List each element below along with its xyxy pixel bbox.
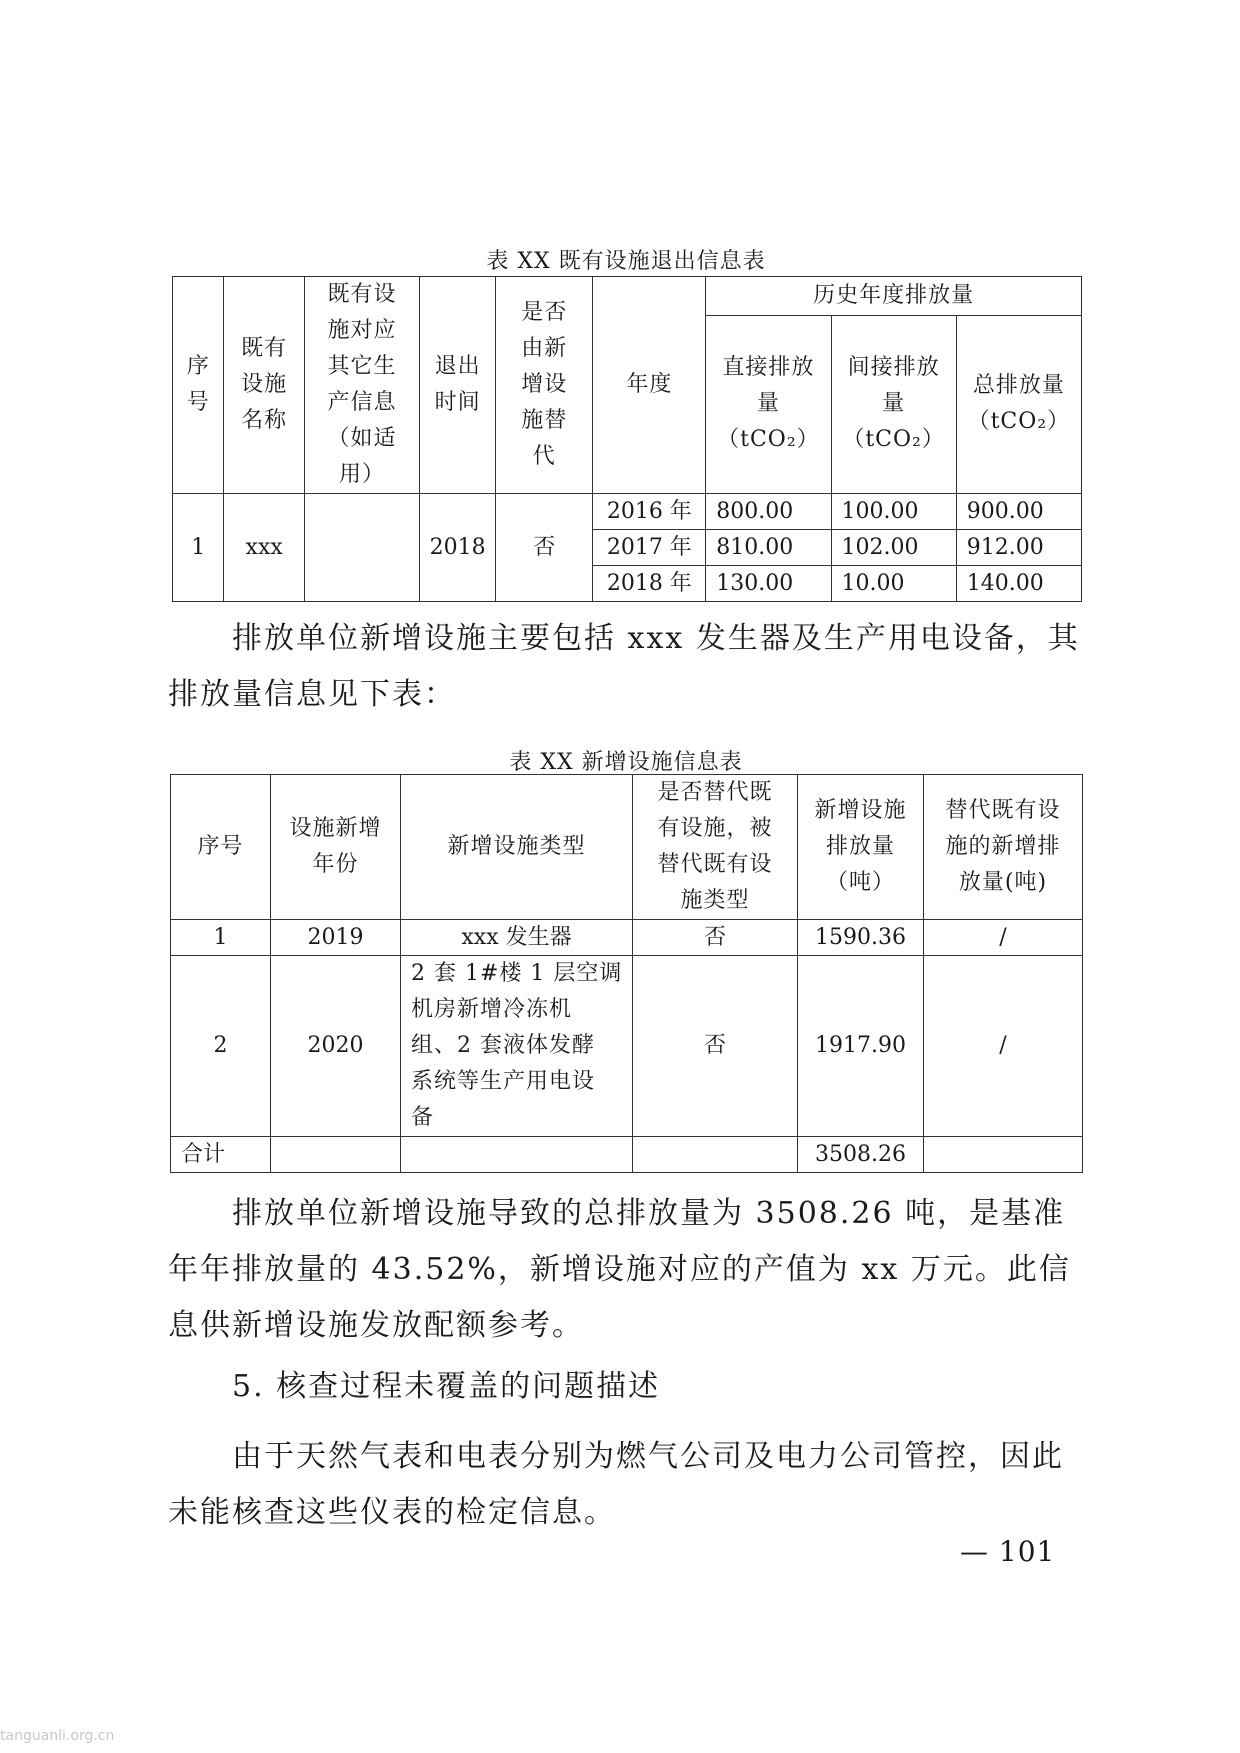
cell-total: 912.00 [956,530,1081,566]
paragraph-total-emission: 排放单位新增设施导致的总排放量为 3508.26 吨，是基准年年排放量的 43.52%，新增设施对应的产值为 xx 万元。此信息供新增设施发放配额参考。 [168,1196,1071,1343]
section-heading-5: 5. 核查过程未覆盖的问题描述 [232,1369,661,1404]
watermark: tanguanli.org.cn [0,1728,115,1744]
cell-exit-time: 2018 [420,494,496,602]
header-indirect: 间接排放 量 （tCO₂） [831,315,956,493]
cell-direct: 810.00 [706,530,831,566]
cell-facility-name: xxx [224,494,305,602]
cell-indirect: 102.00 [831,530,956,566]
cell-total-label: 合计 [171,1137,271,1173]
cell-year: 2020 [271,956,401,1137]
header-replace-emission: 替代既有设 施的新增排 放量(吨) [924,775,1083,920]
table-total-row [171,1137,1083,1173]
table1-caption: 表 XX 既有设施退出信息表 [486,249,766,274]
cell-year: 2016 年 [593,494,706,530]
cell-replaced: 否 [496,494,593,602]
cell-empty [633,1137,798,1173]
cell-emission: 1917.90 [798,956,924,1137]
cell-indirect: 10.00 [831,566,956,602]
header-total: 总排放量 （tCO₂） [956,315,1081,493]
header-facility-name: 既有 设施 名称 [224,277,305,494]
cell-total-emission: 3508.26 [798,1137,924,1173]
table-row [171,920,1083,956]
header-direct: 直接排放 量 （tCO₂） [706,315,831,493]
table-row [171,956,1083,1137]
cell-direct: 800.00 [706,494,831,530]
table-header-row [171,775,1083,920]
cell-seq: 2 [171,956,271,1137]
cell-year: 2017 年 [593,530,706,566]
table2-caption: 表 XX 新增设施信息表 [509,750,743,775]
cell-indirect: 100.00 [831,494,956,530]
cell-replace-emission: / [924,920,1083,956]
header-other-info: 既有设 施对应 其它生 产信息 （如适 用） [304,277,419,494]
cell-year: 2018 年 [593,566,706,602]
new-facility-table [170,774,1083,1173]
cell-direct: 130.00 [706,566,831,602]
cell-replace: 否 [633,956,798,1137]
cell-seq: 1 [173,494,224,602]
header-new-emission: 新增设施 排放量 （吨） [798,775,924,920]
header-seq: 序 号 [173,277,224,494]
table-header-row [173,277,1082,316]
cell-replace: 否 [633,920,798,956]
cell-emission: 1590.36 [798,920,924,956]
table-row [173,494,1082,530]
cell-seq: 1 [171,920,271,956]
paragraph-new-facilities: 排放单位新增设施主要包括 xxx 发生器及生产用电设备，其排放量信息见下表： [168,621,1080,712]
header-year: 年度 [593,277,706,494]
cell-replace-emission: / [924,956,1083,1137]
cell-empty [924,1137,1083,1173]
header-facility-type: 新增设施类型 [401,775,633,920]
header-replaced: 是否 由新 增设 施替 代 [496,277,593,494]
cell-type: 2 套 1#楼 1 层空调 机房新增冷冻机 组、2 套液体发酵 系统等生产用电设 备 [401,956,633,1137]
cell-total: 140.00 [956,566,1081,602]
header-new-year: 设施新增 年份 [271,775,401,920]
header-seq: 序号 [171,775,271,920]
cell-other-info [304,494,419,602]
paragraph-uncovered-issues: 由于天然气表和电表分别为燃气公司及电力公司管控，因此未能核查这些仪表的检定信息。 [168,1439,1064,1530]
header-history: 历史年度排放量 [706,277,1082,316]
exit-facility-table [172,276,1082,602]
cell-empty [271,1137,401,1173]
cell-total: 900.00 [956,494,1081,530]
cell-empty [401,1137,633,1173]
cell-year: 2019 [271,920,401,956]
header-replace: 是否替代既 有设施，被 替代既有设 施类型 [633,775,798,920]
page-number: — 101 [960,1535,1056,1568]
header-exit-time: 退出 时间 [420,277,496,494]
cell-type: xxx 发生器 [401,920,633,956]
